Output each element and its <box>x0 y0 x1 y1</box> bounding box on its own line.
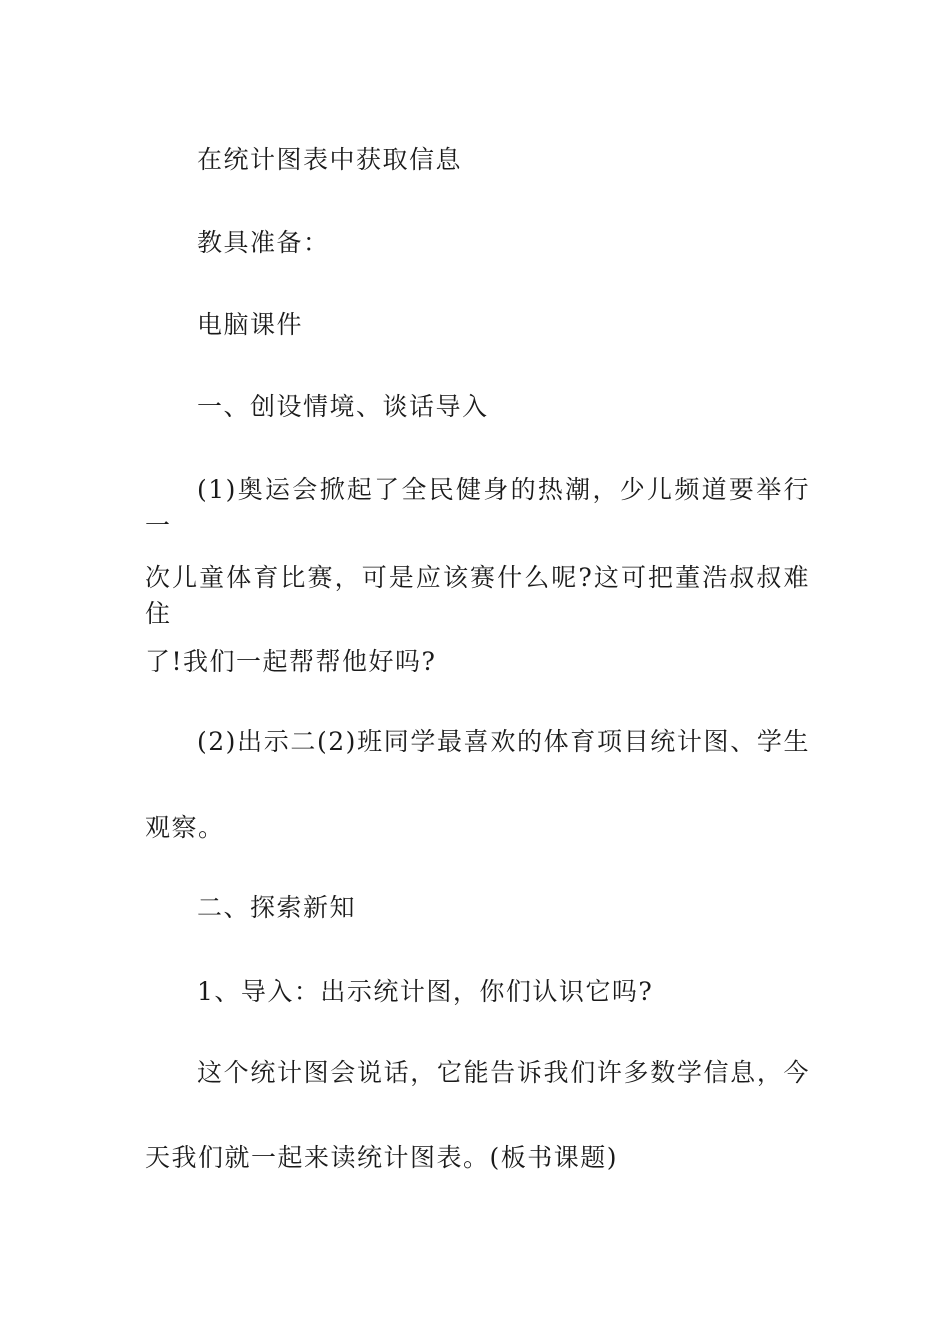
paragraph-line: (2)出示二(2)班同学最喜欢的体育项目统计图、学生 <box>197 727 810 756</box>
paragraph-line: 1、导入：出示统计图，你们认识它吗? <box>197 977 654 1006</box>
paragraph-line: (1)奥运会掀起了全民健身的热潮，少儿频道要举行一 <box>145 475 810 540</box>
teaching-aids-label: 教具准备： <box>197 228 330 257</box>
heading-topic: 在统计图表中获取信息 <box>197 145 463 174</box>
paragraph-line: 观察。 <box>145 813 225 842</box>
paragraph-line: 了!我们一起帮帮他好吗? <box>145 647 437 676</box>
paragraph-line: 天我们就一起来读统计图表。(板书课题) <box>145 1143 619 1172</box>
teaching-aids-value: 电脑课件 <box>197 310 304 339</box>
paragraph-line: 次儿童体育比赛，可是应该赛什么呢?这可把董浩叔叔难住 <box>145 563 810 628</box>
paragraph-line: 这个统计图会说话，它能告诉我们许多数学信息，今 <box>197 1058 810 1087</box>
section-heading-two: 二、探索新知 <box>197 893 357 922</box>
section-heading-one: 一、创设情境、谈话导入 <box>197 392 489 421</box>
